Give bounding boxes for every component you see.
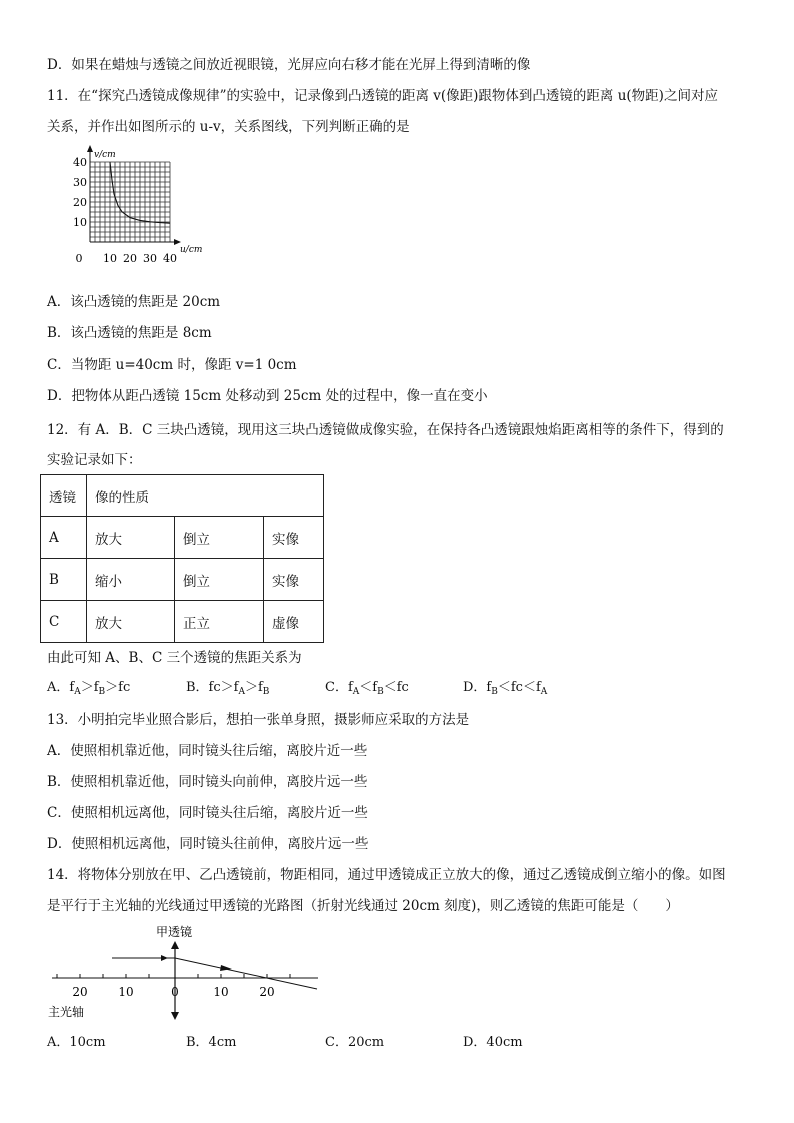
table-cell: 虚像 <box>264 601 324 643</box>
graph-grid <box>90 162 170 242</box>
y-tick-40: 40 <box>73 156 87 169</box>
q14-stem-line2: 是平行于主光轴的光线通过甲透镜的光路图（折射光线通过 20cm 刻度)，则乙透镜的焦距可能是（ ） <box>47 898 679 914</box>
v-axis-arrow <box>87 145 93 152</box>
q12-option-a: A．$f_A>f_B>fc$ <box>47 680 131 697</box>
q14-option-d: D．40cm <box>463 1035 523 1050</box>
table-header-row <box>41 475 324 517</box>
table-cell: 放大 <box>87 601 175 643</box>
table-cell: 倒立 <box>175 559 264 601</box>
q12-option-c: C．$f_A<f_B<fc$ <box>325 680 409 697</box>
axis-tick-label: 10 <box>213 985 229 999</box>
q12-stem-line2: 实验记录如下： <box>47 452 142 468</box>
axis-tick-label: 0 <box>171 985 179 999</box>
lens-label: 甲透镜 <box>156 925 193 939</box>
lens-bottom-arrow <box>171 1012 179 1020</box>
lens-top-arrow <box>171 941 179 949</box>
table-header-property: 像的性质 <box>87 475 324 517</box>
table-cell: A <box>41 517 87 559</box>
q14-stem-line1: 14．将物体分别放在甲、乙凸透镜前，物距相同，通过甲透镜成正立放大的像，通过乙透镜成倒立缩小的像。如图 <box>47 867 726 883</box>
v-axis-label: v/cm <box>94 150 116 160</box>
q14-option-b: B．4cm <box>186 1035 237 1050</box>
axis-tick-label: 10 <box>118 985 134 999</box>
q12-conclusion: 由此可知 A、B、C 三个透镜的焦距关系为 <box>47 650 302 666</box>
table-cell: 缩小 <box>87 559 175 601</box>
q13-option-a: A．使照相机靠近他，同时镜头往后缩，离胶片近一些 <box>47 743 368 759</box>
q12-option-d: D．$f_B<fc<f_A$ <box>463 680 548 697</box>
q11-option-c: C．当物距 u=40cm 时，像距 v=1 0cm <box>47 357 297 373</box>
q12-stem-line1: 12．有 A．B．C 三块凸透镜，现用这三块凸透镜做成像实验，在保持各凸透镜跟烛焰距离相等的条件下，得到的 <box>47 422 724 438</box>
axis-tick-label: 20 <box>72 985 88 999</box>
q11-option-d: D．把物体从距凸透镜 15cm 处移动到 25cm 处的过程中，像一直在变小 <box>47 388 488 404</box>
q13-option-b: B．使照相机靠近他，同时镜头向前伸，离胶片远一些 <box>47 774 368 790</box>
q12-option-b: B．$fc>f_A>f_B$ <box>186 680 270 697</box>
q11-stem-line1: 11．在“探究凸透镜成像规律”的实验中，记录像到凸透镜的距离 v(像距)跟物体到凸透镜的距离 u(物距)之间对应 <box>47 88 718 104</box>
u-axis-label: u/cm <box>180 245 203 255</box>
q11-option-b: B．该凸透镜的焦距是 8cm <box>47 325 212 341</box>
y-tick-30: 30 <box>73 176 87 189</box>
x-tick-30: 30 <box>143 252 157 265</box>
x-tick-20: 20 <box>123 252 137 265</box>
q11-option-a: A．该凸透镜的焦距是 20cm <box>47 294 221 310</box>
q13-option-d: D．使照相机远离他，同时镜头往前伸，离胶片远一些 <box>47 836 369 852</box>
table-cell: B <box>41 559 87 601</box>
principal-axis-label: 主光轴 <box>48 1005 85 1019</box>
axis-tick-label: 20 <box>259 985 275 999</box>
origin-label: 0 <box>75 252 83 265</box>
table-cell: 实像 <box>264 559 324 601</box>
q10-option-d: D．如果在蜡烛与透镜之间放近视眼镜，光屏应向右移才能在光屏上得到清晰的像 <box>47 57 531 73</box>
q13-option-c: C．使照相机远离他，同时镜头往后缩，离胶片近一些 <box>47 805 368 821</box>
u-v-graph <box>70 142 220 270</box>
table-row <box>41 601 324 643</box>
table-row <box>41 517 324 559</box>
table-row <box>41 559 324 601</box>
experiment-table <box>40 474 324 643</box>
x-tick-10: 10 <box>103 252 117 265</box>
refracted-ray <box>175 958 317 989</box>
table-cell: 实像 <box>264 517 324 559</box>
y-tick-10: 10 <box>73 216 87 229</box>
y-tick-20: 20 <box>73 196 87 209</box>
table-cell: 倒立 <box>175 517 264 559</box>
table-cell: 正立 <box>175 601 264 643</box>
q11-stem-line2: 关系，并作出如图所示的 u-v，关系图线，下列判断正确的是 <box>47 119 410 135</box>
lens-ray-diagram <box>40 922 330 1026</box>
q14-option-c: C．20cm <box>325 1035 385 1050</box>
q14-option-a: A．10cm <box>47 1035 106 1050</box>
q13-stem: 13．小明拍完毕业照合影后，想拍一张单身照，摄影师应采取的方法是 <box>47 712 470 728</box>
x-tick-40: 40 <box>163 252 177 265</box>
table-cell: 放大 <box>87 517 175 559</box>
table-header-lens: 透镜 <box>41 475 87 517</box>
table-cell: C <box>41 601 87 643</box>
incident-ray-arrow <box>161 955 168 961</box>
